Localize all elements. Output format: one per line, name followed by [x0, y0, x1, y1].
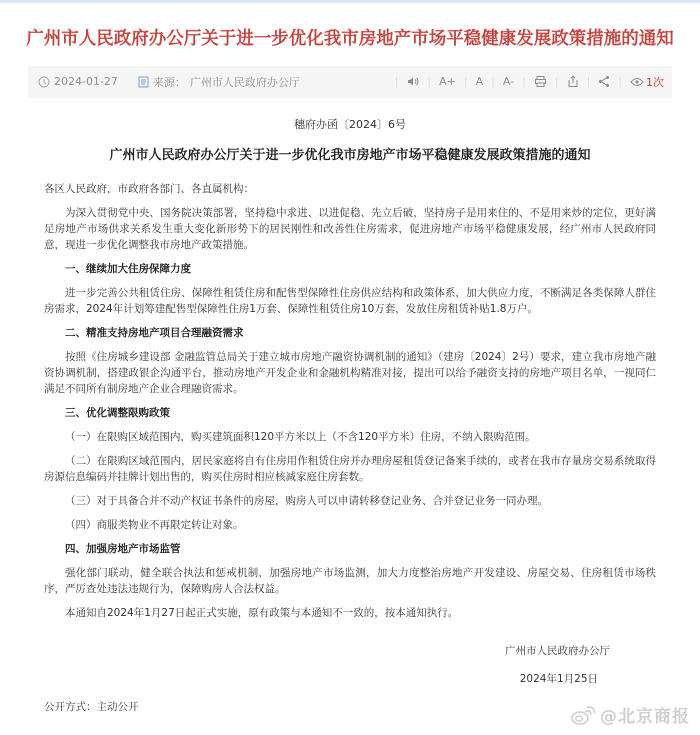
print-button[interactable]: [534, 75, 547, 88]
paragraph: 进一步完善公共租赁住房、保障性租赁住房和配售型保障性住房供应结构和政策体系，加大供应力度，不断满足各类保障人群住房需求，2024年计划筹建配售型保障性住房1万套、保障性租赁住房10万套，发放住房租赁补贴1.8万户。: [44, 286, 656, 315]
font-default-button[interactable]: A: [475, 75, 484, 89]
font-decrease-button[interactable]: A-: [502, 75, 515, 89]
paragraph: 为深入贯彻党中央、国务院决策部署，坚持稳中求进、以进促稳、先立后破，坚持房子是用来住的、不是用来炒的定位，更好满足房地产市场供求关系发生重大变化新形势下的居民刚性和改善性住房需求，促进房地产市场平稳健康发展，经广州市人民政府同意，现进一步优化调整我市房地产政策措施。: [44, 206, 656, 251]
doc-title: 广州市人民政府办公厅关于进一步优化我市房地产市场平稳健康发展政策措施的通知: [109, 147, 591, 163]
paragraph-item-3: （三）对于具备合并不动产权证书条件的房屋，购房人可以申请转移登记业务、合并登记业务一同办理。: [65, 494, 548, 507]
toolbar-divider: |: [491, 75, 495, 89]
section-heading-2: 二、精准支持房地产项目合理融资需求: [65, 326, 244, 339]
signoff-block: [44, 643, 656, 687]
printer-icon: [534, 75, 547, 88]
doc-number: 穗府办函〔2024〕6号: [294, 117, 406, 131]
meta-info: [38, 74, 314, 90]
toolbar-divider: |: [463, 75, 468, 89]
share-button[interactable]: [598, 75, 610, 88]
source-name: 广州市人民政府办公厅: [189, 75, 300, 89]
toolbar-divider: |: [586, 75, 591, 89]
meta-bar: [28, 66, 672, 98]
paragraph-item-1: （一）在限购区域范围内，购买建筑面积120平方米以上（不含120平方米）住房，不纳入限购范围。: [65, 430, 536, 443]
toolbar-divider: |: [427, 75, 432, 89]
paragraph-item-2: （二）在限购区域范围内，居民家庭将自有住房用作租赁住房并办理房屋租赁登记备案手续的，或者在我市存量房交易系统取得房源信息编码并挂牌计划出售的，购买住房时相应核减家庭住房套数。: [44, 454, 656, 483]
export-icon: [567, 75, 579, 88]
publish-date: 2024-01-27: [54, 75, 118, 89]
speaker-icon: [406, 75, 419, 88]
weibo-icon: [570, 704, 596, 726]
watermark: [570, 702, 690, 727]
clock-icon: [38, 76, 50, 88]
read-aloud-button[interactable]: [406, 75, 419, 88]
paragraph: 按照《住房城乡建设部 金融监管总局关于建立城市房地产融资协调机制的通知》（建房〔2024〕2号）要求，建立我市房地产融资协调机制，搭建政银企沟通平台，推动房地产开发企业和金融机构精准对接，提出可以给予融资支持的房地产项目名单，一视同仁满足不同所有制房地产企业合理融资需求。: [44, 350, 656, 395]
paragraph-item-4: （四）商服类物业不再限定转让对象。: [65, 518, 244, 531]
section-heading-1: 一、继续加大住房保障力度: [65, 262, 191, 275]
page-title: 广州市人民政府办公厅关于进一步优化我市房地产市场平稳健康发展政策措施的通知: [26, 29, 674, 49]
eye-icon: [630, 76, 644, 88]
views-button[interactable]: [630, 74, 664, 90]
publish-date-group: [38, 75, 118, 88]
article-toolbar: [395, 74, 664, 90]
source-group: [138, 74, 300, 90]
signoff-date: 2024年1月25日: [519, 672, 598, 685]
toolbar-divider: |: [522, 75, 526, 89]
toolbar-divider: |: [394, 75, 399, 89]
views-count: 1次: [646, 75, 664, 89]
paragraph-salutation: 各区人民政府，市政府各部门、各直属机构：: [44, 182, 254, 195]
watermark-text: @北京商报: [600, 707, 690, 727]
share-icon: [598, 75, 610, 88]
article-body: [0, 98, 700, 715]
section-heading-4: 四、加强房地产市场监管: [65, 542, 181, 555]
paragraph: 本通知自2024年1月27日起正式实施，原有政策与本通知不一致的，按本通知执行。: [65, 606, 459, 619]
source-label: 来源：: [152, 75, 186, 89]
font-increase-button[interactable]: A+: [439, 75, 456, 89]
toolbar-divider: |: [554, 75, 559, 89]
section-heading-3: 三、优化调整限购政策: [65, 406, 170, 419]
disclosure-line: 公开方式：主动公开: [44, 700, 139, 713]
toolbar-divider: |: [618, 75, 622, 89]
paragraph: 强化部门联动，健全联合执法和惩戒机制，加强房地产市场监测，加大力度整治房地产开发建设、房屋交易、住房租赁市场秩序，严厉查处违法违规行为，保障购房人合法权益。: [44, 566, 656, 595]
document-icon: [138, 76, 149, 88]
export-button[interactable]: [567, 75, 579, 88]
signoff-org: 广州市人民政府办公厅: [505, 644, 610, 657]
top-accent-line: [0, 0, 700, 3]
